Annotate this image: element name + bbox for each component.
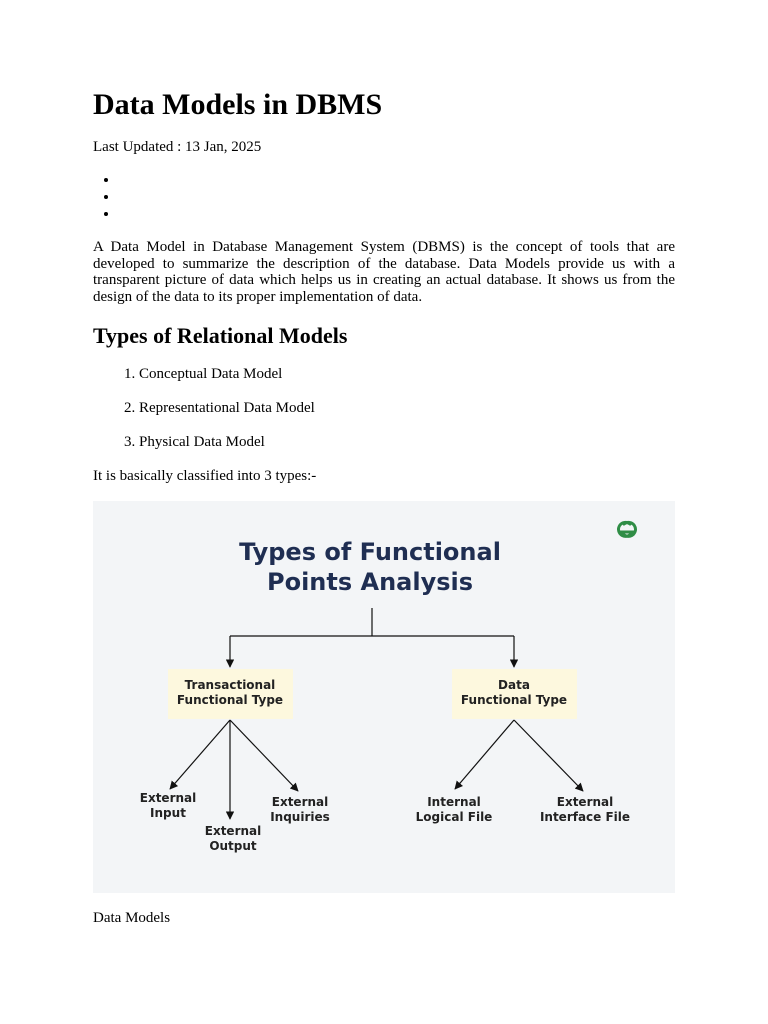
leaf-external-interface-file-line1: External — [556, 795, 614, 809]
figure-caption: Data Models — [93, 910, 171, 926]
list-item: 2. Representational Data Model — [139, 398, 315, 432]
data-box-line1: Data — [498, 678, 530, 692]
diagram-title-line2: Points Analysis — [266, 568, 474, 596]
leaf-internal-logical-file-line1: Internal — [427, 795, 481, 809]
geeksforgeeks-logo-icon — [619, 522, 636, 536]
leaf-external-input-line1: External — [139, 791, 197, 805]
top-connectors — [230, 608, 514, 667]
page-title: Data Models in DBMS — [93, 88, 383, 121]
leaf-external-inquiries-line1: External — [271, 795, 329, 809]
empty-bullet-list — [93, 172, 119, 223]
list-item: 1. Conceptual Data Model — [139, 364, 315, 398]
last-updated: Last Updated : 13 Jan, 2025 — [93, 139, 262, 155]
branch-arrows — [170, 720, 583, 819]
leaf-external-interface-file-line2: Interface File — [539, 810, 631, 824]
functional-points-diagram — [93, 501, 675, 893]
list-item: 3. Physical Data Model — [139, 432, 315, 466]
leaf-external-output-line2: Output — [209, 839, 257, 853]
leaf-external-input-line2: Input — [150, 806, 186, 820]
transactional-box-line1: Transactional — [184, 678, 276, 692]
transactional-box-line2: Functional Type — [176, 693, 284, 707]
section-heading: Types of Relational Models — [93, 323, 348, 348]
leaf-external-output-line1: External — [204, 824, 262, 838]
model-list — [93, 364, 315, 466]
intro-paragraph: A Data Model in Database Management System (DBMS) is the concept of tools that are developed to summarize the description of the database. Data Models provide us with a transparent picture of data which helps us in creating an actual database. It shows us from the design of the data to its proper implementation of data. — [93, 239, 675, 306]
leaf-internal-logical-file-line2: Logical File — [415, 810, 493, 824]
leaf-external-inquiries-line2: Inquiries — [270, 810, 330, 824]
classified-text: It is basically classified into 3 types:- — [93, 468, 317, 484]
diagram-canvas — [93, 501, 675, 893]
diagram-title-line1: Types of Functional — [239, 538, 501, 566]
data-box-line2: Functional Type — [460, 693, 568, 707]
